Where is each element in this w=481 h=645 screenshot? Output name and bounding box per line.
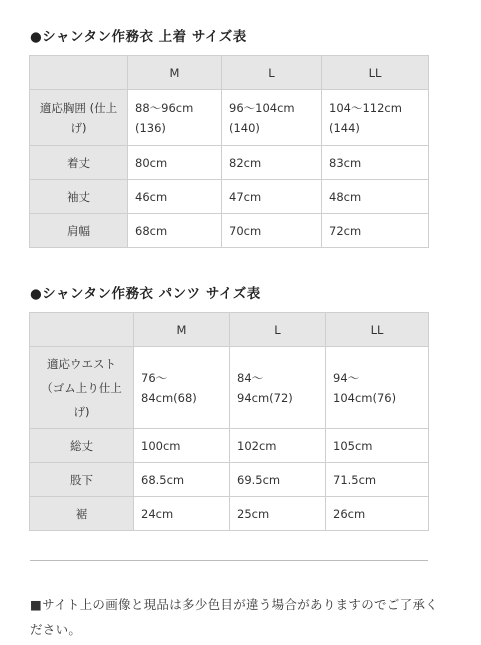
table-cell: 24cm bbox=[134, 497, 230, 531]
table-cell: 83cm bbox=[322, 146, 429, 180]
table-cell: 72cm bbox=[322, 214, 429, 248]
color-disclaimer-note: ■サイト上の画像と現品は多少色目が違う場合がありますのでご了承ください。 bbox=[30, 597, 439, 637]
row-label: 肩幅 bbox=[30, 214, 128, 248]
table-cell: 68cm bbox=[128, 214, 222, 248]
table-cell: 105cm bbox=[326, 429, 429, 463]
jacket-size-heading: ●シャンタン作務衣 上着 サイズ表 bbox=[30, 29, 247, 45]
row-label-line: 適応ウエスト bbox=[47, 356, 116, 371]
table-cell: 104〜112cm (144) bbox=[322, 90, 429, 146]
table-row bbox=[30, 347, 429, 429]
table-cell: 100cm bbox=[134, 429, 230, 463]
row-label bbox=[30, 347, 134, 429]
table-cell: 48cm bbox=[322, 180, 429, 214]
column-header-l: L bbox=[230, 313, 326, 347]
table-row bbox=[30, 497, 429, 531]
row-label: 袖丈 bbox=[30, 180, 128, 214]
column-header-m: M bbox=[128, 56, 222, 90]
table-row bbox=[30, 180, 429, 214]
table-cell: 25cm bbox=[230, 497, 326, 531]
table-cell: 47cm bbox=[222, 180, 322, 214]
table-cell: 70cm bbox=[222, 214, 322, 248]
table-cell: 26cm bbox=[326, 497, 429, 531]
table-row bbox=[30, 429, 429, 463]
table-row bbox=[30, 214, 429, 248]
corner-cell bbox=[30, 313, 134, 347]
table-cell: 68.5cm bbox=[134, 463, 230, 497]
table-cell: 82cm bbox=[222, 146, 322, 180]
table-cell: 84〜94cm(72) bbox=[230, 347, 326, 429]
column-header-l: L bbox=[222, 56, 322, 90]
table-cell: 80cm bbox=[128, 146, 222, 180]
section-divider bbox=[30, 560, 428, 561]
table-cell: 94〜104cm(76) bbox=[326, 347, 429, 429]
table-cell: 69.5cm bbox=[230, 463, 326, 497]
table-row bbox=[30, 146, 429, 180]
column-header-m: M bbox=[134, 313, 230, 347]
table-header-row bbox=[30, 313, 429, 347]
row-label: 着丈 bbox=[30, 146, 128, 180]
row-label: 適応胸囲 (仕上げ) bbox=[30, 90, 128, 146]
pants-size-table bbox=[29, 312, 429, 531]
column-header-ll: LL bbox=[326, 313, 429, 347]
table-cell: 46cm bbox=[128, 180, 222, 214]
jacket-size-table bbox=[29, 55, 429, 248]
corner-cell bbox=[30, 56, 128, 90]
row-label-line: （ゴム上り仕上げ) bbox=[41, 380, 122, 419]
row-label: 総丈 bbox=[30, 429, 134, 463]
table-cell: 88〜96cm (136) bbox=[128, 90, 222, 146]
row-label: 股下 bbox=[30, 463, 134, 497]
table-row bbox=[30, 463, 429, 497]
table-cell: 76〜84cm(68) bbox=[134, 347, 230, 429]
table-cell: 71.5cm bbox=[326, 463, 429, 497]
column-header-ll: LL bbox=[322, 56, 429, 90]
pants-size-heading: ●シャンタン作務衣 パンツ サイズ表 bbox=[30, 286, 261, 302]
table-cell: 96〜104cm (140) bbox=[222, 90, 322, 146]
table-header-row bbox=[30, 56, 429, 90]
row-label: 裾 bbox=[30, 497, 134, 531]
table-row bbox=[30, 90, 429, 146]
table-cell: 102cm bbox=[230, 429, 326, 463]
